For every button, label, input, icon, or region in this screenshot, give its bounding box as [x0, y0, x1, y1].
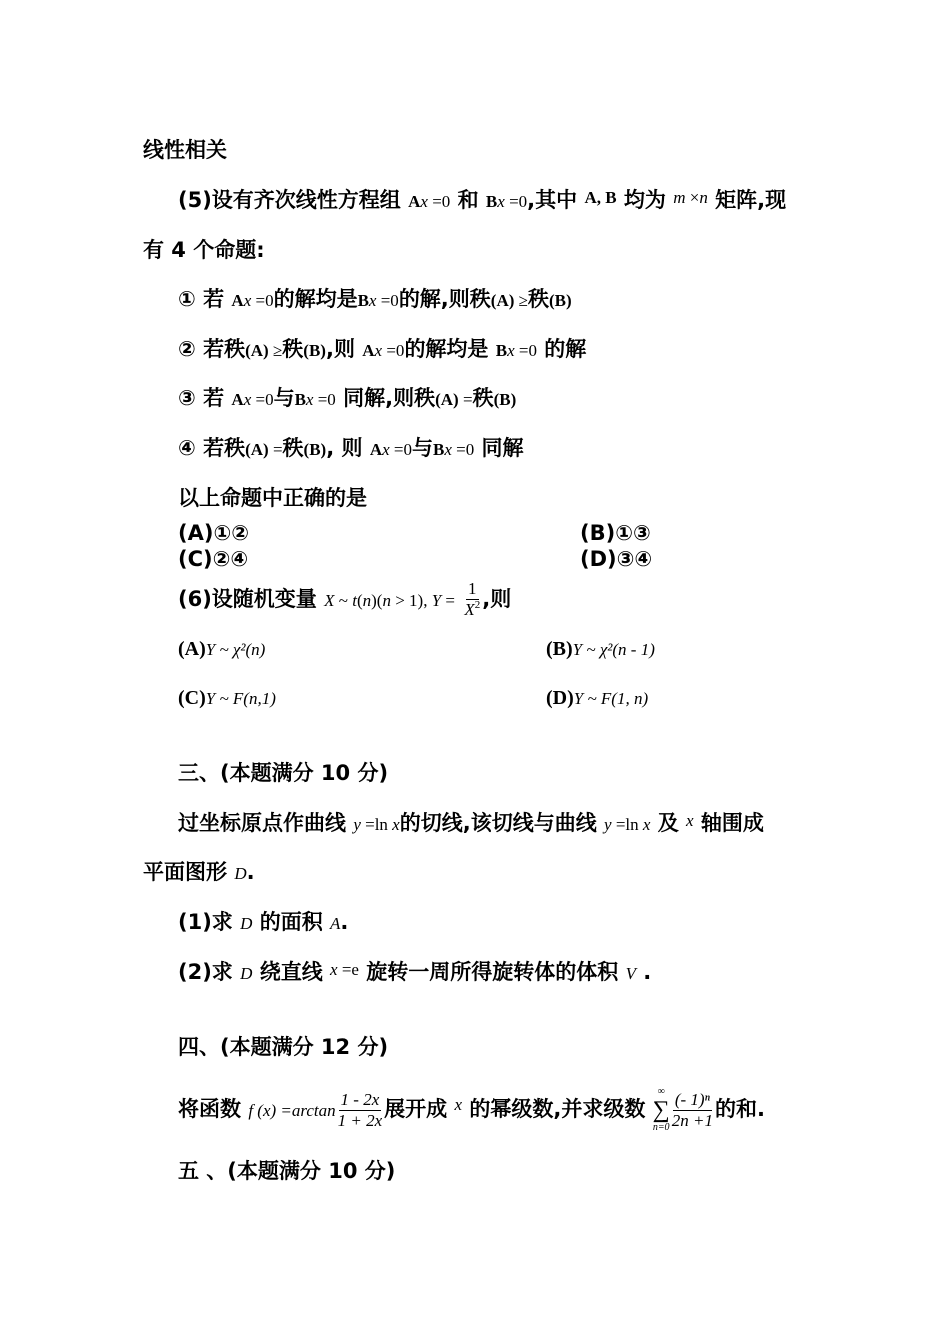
text: ③ 若 [178, 386, 225, 410]
section-heading: 四、(本题满分 12 分) [178, 1035, 389, 1059]
math-times: × [685, 188, 700, 207]
text: 线性相关 [143, 138, 227, 162]
fraction-denominator: 1 + 2x [337, 1110, 383, 1130]
math-eqln: =ln [360, 815, 393, 834]
choice-math: Y ~ χ²(n - 1) [572, 640, 655, 659]
choice-label: (C) [178, 687, 206, 709]
math-eq0: =0 [251, 390, 274, 409]
section-3-heading [178, 759, 388, 787]
math-B: B [357, 291, 369, 310]
text: 的解,则秩 [398, 287, 491, 311]
math-eq: = [441, 591, 456, 610]
text: 秩 [472, 386, 494, 410]
math-B: B [485, 192, 498, 211]
text: (1)求 [178, 910, 233, 934]
section-5-heading [178, 1157, 395, 1185]
fraction [670, 1090, 715, 1131]
math-paren-A: (A) [435, 390, 459, 409]
section-4-line-1 [178, 1082, 765, 1138]
section-3-part-1 [178, 908, 348, 938]
math-A: A [231, 390, 244, 409]
fraction [462, 579, 482, 622]
section-heading: 三、(本题满分 10 分) [178, 761, 389, 785]
math-ge: ≥ [514, 291, 528, 310]
fraction-numerator: 1 - 2x [340, 1089, 380, 1109]
math-X: X [464, 599, 475, 619]
math-x: x [497, 192, 505, 211]
question-5-line-2 [143, 236, 265, 264]
math-eq0: =0 [389, 440, 412, 459]
text: 以上命题中正确的是 [178, 486, 367, 510]
math-V: V [625, 964, 636, 983]
math-eq0: =0 [313, 390, 336, 409]
math-x: x [243, 390, 252, 409]
choice-text: (D)③④ [580, 547, 653, 571]
section-4-heading [178, 1033, 388, 1061]
text: ,则 [325, 337, 355, 361]
text: ,其中 [527, 188, 578, 212]
math-eq: = [268, 440, 283, 459]
math-y: y [604, 815, 612, 834]
question-5-line-1 [178, 186, 786, 216]
choice-text: (C)②④ [178, 547, 249, 571]
text-line [143, 136, 227, 164]
text: 旋转一周所得旋转体的体积 [366, 960, 619, 984]
math-D: D [240, 964, 253, 983]
math-x: x [382, 440, 390, 459]
choice-label: (A) [178, 638, 206, 660]
fraction-denominator [462, 600, 482, 622]
math-eq0: =0 [427, 192, 451, 211]
text: 的解均是 [404, 337, 489, 361]
math-y: y [353, 815, 361, 834]
choice-label: (D) [546, 687, 574, 709]
math-A: A [408, 192, 421, 211]
math-D: D [240, 914, 253, 933]
math-x: x [444, 440, 452, 459]
text: ④ 若秩 [178, 436, 246, 460]
math-eq: = [458, 390, 473, 409]
math-paren-A: (A) [490, 291, 515, 310]
q6-choice-B[interactable] [546, 634, 655, 664]
math-paren-B: (B) [303, 341, 326, 360]
math-paren: )( [371, 591, 383, 610]
text: (5)设有齐次线性方程组 [178, 188, 401, 212]
math-D: D [234, 864, 247, 883]
math-x: x [330, 960, 338, 979]
proposition-2 [178, 335, 586, 365]
text: 的面积 [259, 910, 323, 934]
math-B: B [433, 440, 445, 459]
math-A: A [231, 291, 244, 310]
q6-choice-D[interactable] [546, 683, 648, 713]
choice-text: (A)①② [178, 521, 250, 545]
math-eqe: =e [337, 960, 359, 979]
math-x: x [420, 192, 428, 211]
math-eq0: =0 [382, 341, 405, 360]
math-A: A [362, 341, 375, 360]
math-B: B [294, 390, 306, 409]
text: (2)求 [178, 960, 233, 984]
choice-D[interactable] [580, 546, 652, 572]
math-paren: ( [356, 591, 363, 610]
sum-upper: ∞ [657, 1086, 665, 1097]
q6-choice-C[interactable] [178, 683, 276, 713]
math-Y: Y [431, 591, 442, 610]
sum-lower: n=0 [652, 1122, 670, 1133]
math-A: A [330, 914, 341, 933]
sum-sign: ∑ [652, 1097, 670, 1123]
text: 绕直线 [259, 960, 323, 984]
math-x: x [243, 291, 252, 310]
proposition-3 [178, 384, 516, 414]
math-paren-A: (A) [245, 341, 269, 360]
text: 将函数 [178, 1097, 241, 1121]
choice-C[interactable] [178, 546, 248, 572]
text: 秩 [528, 287, 549, 311]
summation [653, 1086, 670, 1134]
math-n: n [362, 591, 372, 610]
text: 同解 [481, 436, 524, 460]
text: 和 [457, 188, 479, 212]
math-x: x [642, 815, 651, 834]
superscript: 2 [474, 598, 481, 611]
math-paren-A: (A) [245, 440, 269, 459]
math-x: x [686, 811, 694, 830]
proposition-4 [178, 434, 524, 464]
choice-A[interactable] [178, 520, 249, 546]
text: 的和. [714, 1097, 765, 1121]
text: 矩阵,现 [715, 188, 787, 212]
math-t: t [352, 591, 357, 610]
math-x: x [392, 815, 400, 834]
fraction-numerator: (- 1)ⁿ [674, 1089, 710, 1109]
text: 的解 [544, 337, 587, 361]
math-n: n [382, 591, 391, 610]
math-X: X [324, 591, 335, 610]
text: . [643, 960, 652, 984]
text: 与 [412, 436, 433, 460]
math-x: x [368, 291, 377, 310]
text: 同解,则秩 [343, 386, 436, 410]
text: . [246, 860, 255, 884]
math-n: n [699, 188, 708, 207]
text: 秩 [282, 337, 304, 361]
choice-math: Y ~ χ²(n) [205, 640, 266, 659]
math-x: x [507, 341, 515, 360]
text: 及 [657, 811, 679, 835]
text: 的切线,该切线与曲线 [399, 811, 597, 835]
math-tilde: ~ [334, 591, 353, 610]
section-3-line-2 [143, 858, 255, 888]
text: 过坐标原点作曲线 [178, 811, 346, 835]
fraction-denominator: 2n +1 [671, 1110, 713, 1130]
fraction-numerator: 1 [468, 578, 477, 598]
section-3-line-1 [178, 809, 764, 839]
math-A: A [369, 440, 383, 459]
choice-math: Y ~ F(n,1) [205, 689, 276, 708]
choice-text: (B)①③ [580, 521, 651, 545]
q6-choice-A[interactable] [178, 634, 265, 664]
math-eqln: =ln [611, 815, 643, 834]
math-eq0: =0 [514, 341, 537, 360]
math-eq0: =0 [251, 291, 274, 310]
section-heading: 五 、(本题满分 10 分) [178, 1159, 396, 1183]
text: 的解均是 [273, 287, 358, 311]
math-function: f (x) =arctan [248, 1101, 336, 1120]
text: 与 [273, 386, 295, 410]
math-x: x [305, 390, 314, 409]
math-B: B [495, 341, 508, 360]
math-AB: A, B [584, 188, 617, 207]
text: 展开成 [384, 1097, 448, 1121]
math-eq0: =0 [376, 291, 399, 310]
proposition-1 [178, 285, 572, 315]
text: ② 若秩 [178, 337, 246, 361]
text: ① 若 [178, 287, 225, 311]
text: 均为 [623, 188, 666, 212]
math-paren-B: (B) [303, 440, 327, 459]
fraction [336, 1090, 385, 1131]
section-3-part-2 [178, 958, 651, 988]
text: 平面图形 [143, 860, 227, 884]
text: . [340, 910, 349, 934]
math-paren-B: (B) [493, 390, 517, 409]
math-m: m [673, 188, 686, 207]
math-x: x [454, 1095, 463, 1114]
text: (6)设随机变量 [178, 587, 317, 611]
choice-label: (B) [546, 638, 573, 660]
text: 的幂级数,并求级数 [469, 1097, 646, 1121]
text: 轴围成 [700, 811, 764, 835]
math-gt1: > 1), [390, 591, 432, 610]
math-eq0: =0 [504, 192, 528, 211]
text: , 则 [326, 436, 363, 460]
question-5-prompt [178, 484, 367, 512]
math-eq0: =0 [451, 440, 475, 459]
text: 秩 [282, 436, 304, 460]
text: 有 4 个命题: [143, 238, 265, 262]
math-paren-B: (B) [549, 291, 572, 310]
choice-B[interactable] [580, 520, 651, 546]
question-6 [178, 574, 511, 626]
math-x: x [374, 341, 383, 360]
choice-math: Y ~ F(1, n) [573, 689, 649, 708]
math-ge: ≥ [268, 341, 283, 360]
text: ,则 [482, 587, 512, 611]
